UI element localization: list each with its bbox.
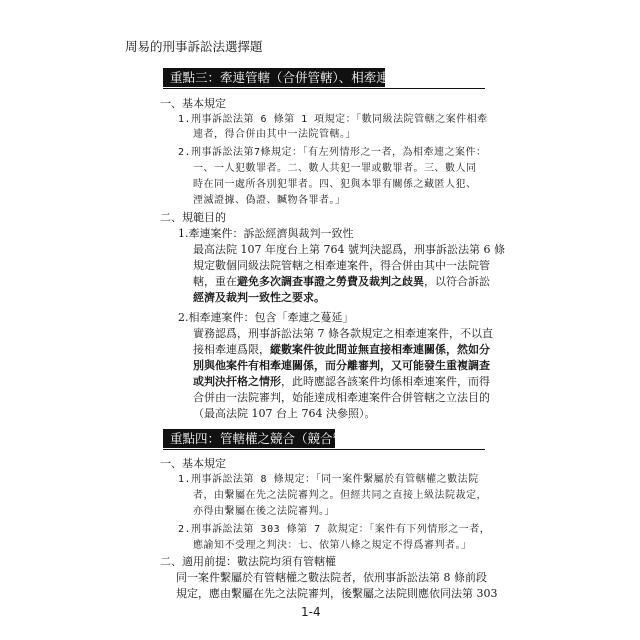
purpose1-line-4-c: ，以符合訴訟 — [424, 275, 490, 288]
section-banner-4: 重點四：管轄權之競合（競合管轄） — [163, 429, 335, 448]
purpose1-line-5 — [193, 291, 325, 305]
article303-line-1: 2.刑事訴訟法第 303 條第 7 款規定：「案件有下列情形之一者， — [178, 524, 491, 535]
purpose2-line-1: 2.相牽連案件：包含「牽連之蔓延」 — [178, 311, 354, 324]
heading-basic-rules: 一、基本規定 — [160, 97, 226, 110]
purpose1-line-2: 最高法院 107 年度台上第 764 號判決認爲，刑事訴訟法第 6 條 — [193, 243, 505, 256]
purpose2-line-7: （最高法院 107 台上 764 決參照）。 — [193, 407, 376, 420]
purpose1-line-4-a: 轄，重在 — [193, 275, 237, 288]
purpose2-line-3 — [193, 343, 490, 357]
purpose2-line-5-bold: 或判決扞格之情形 — [193, 375, 281, 388]
article7-line-3: 時在同一處所各別犯罪者。四、犯與本罪有關係之藏匿人犯、 — [193, 179, 477, 190]
purpose2-line-6: 合併由一法院審判，始能達成相牽連案件合併管轄之立法目的 — [193, 391, 490, 404]
heading-purpose: 二、規範目的 — [160, 211, 226, 224]
article303-line-2: 應諭知不受理之判決：七、依第八條之規定不得爲審判者。」 — [193, 540, 472, 551]
section-banner-3: 重點三：牽連管轄（合併管轄）、相牽連案件 — [163, 68, 385, 87]
purpose2-line-4 — [193, 359, 490, 373]
purpose2-line-3-a: 接相牽連爲限， — [193, 343, 270, 356]
heading-basic-rules-2: 一、基本規定 — [160, 457, 226, 470]
purpose2-line-4-bold: 別與他案件有相牽連關係，而分離審判，又可能發生重複調查 — [193, 359, 490, 372]
article7-line-4: 湮滅證據、偽證、贓物各罪者。」 — [193, 195, 346, 206]
purpose1-line-5-bold: 經濟及裁判一致性之要求。 — [193, 291, 325, 304]
page-header-title: 周易的刑事訴訟法選擇題 — [125, 39, 263, 54]
purpose2-line-3-bold: 縱數案件彼此間並無直接相牽連關係，然如分 — [270, 343, 490, 356]
article8-line-2: 者，由繫屬在先之法院審判之。但經共同之直接上級法院裁定， — [193, 490, 487, 501]
article7-line-2: 一、一人犯數罪者。二、數人共犯一罪或數罪者。三、數人同 — [193, 163, 477, 174]
article6-line-1: 1.刑事訴訟法第 6 條第 1 項規定：「數同級法院管轄之案件相牽 — [178, 114, 488, 125]
heading-prerequisite: 二、適用前提：數法院均須有管轄權 — [160, 555, 336, 568]
purpose1-line-3: 規定數個同級法院管轄之相牽連案件，得合併由其中一法院管 — [193, 259, 490, 272]
purpose2-line-2: 實務認爲，刑事訴訟法第 7 條各款規定之相牽連案件，不以直 — [193, 327, 493, 340]
purpose2-line-5-b: ，此時應認各該案件均係相牽連案件，而得 — [281, 375, 490, 388]
purpose1-line-4 — [193, 275, 490, 289]
purpose1-line-1: 1.牽連案件：訴訟經濟與裁判一致性 — [178, 227, 354, 240]
section-rule-3 — [163, 88, 485, 89]
body-line-1: 同一案件繫屬於有管轄權之數法院者，依刑事訴訟法第 8 條前段 — [176, 571, 487, 584]
body-line-2: 規定，應由繫屬在先之法院審判，後繫屬之法院則應依同法第 303 — [176, 587, 498, 600]
article8-line-3: 亦得由繫屬在後之法院審判。」 — [193, 506, 335, 517]
section-rule-4 — [163, 449, 485, 450]
page-number: 1-4 — [301, 605, 321, 619]
article6-line-2: 連者，得合併由其中一法院管轄。」 — [193, 129, 356, 140]
purpose2-line-5 — [193, 375, 490, 389]
purpose1-line-4-bold: 避免多次調查事證之勞費及裁判之歧異 — [237, 275, 424, 288]
article8-line-1: 1.刑事訴訟法第 8 條規定：「同一案件繫屬於有管轄權之數法院 — [178, 474, 479, 485]
article7-line-1: 2.刑事訴訟法第7條規定：「有左列情形之一者，為相牽連之案件： — [178, 147, 487, 158]
